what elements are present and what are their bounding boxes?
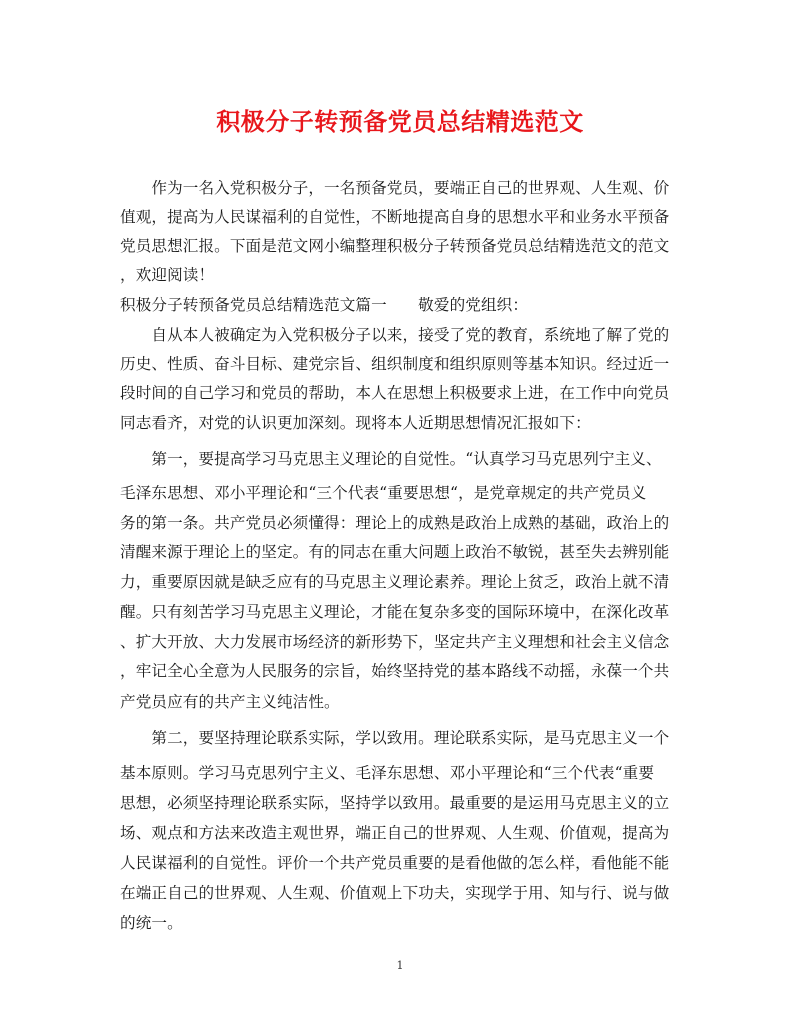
text-line: 值观，提高为人民谋福利的自觉性，不断地提高自身的思想水平和业务水平预备 xyxy=(120,208,670,226)
text-line: 、扩大开放、大力发展市场经济的新形势下，坚定共产主义理想和社会主义信念 xyxy=(120,633,670,651)
text-line: 历史、性质、奋斗目标、建党宗旨、组织制度和组织原则等基本知识。经过近一 xyxy=(120,355,670,373)
page-number: 1 xyxy=(396,959,404,972)
text-line: 务的第一条。共产党员必须懂得：理论上的成熟是政治上成熟的基础，政治上的 xyxy=(120,514,670,532)
text-line: 力，重要原因就是缺乏应有的马克思主义理论素养。理论上贫乏，政治上就不清 xyxy=(120,573,670,591)
text-line: 的统一。 xyxy=(120,914,183,932)
text-line: 第二，要坚持理论联系实际，学以致用。理论联系实际，是马克思主义一个 xyxy=(120,729,670,747)
text-line: 党员思想汇报。下面是范文网小编整理积极分子转预备党员总结精选范文的范文 xyxy=(120,237,670,255)
text-line: ，牢记全心全意为人民服务的宗旨，始终坚持党的基本路线不动摇，永葆一个共 xyxy=(120,662,670,680)
text-line: 作为一名入党积极分子，一名预备党员，要端正自己的世界观、人生观、价 xyxy=(120,179,670,197)
text-line: 毛泽东思想、邓小平理论和“三个代表“重要思想“，是党章规定的共产党员义 xyxy=(120,484,647,502)
text-line: 第一，要提高学习马克思主义理论的自觉性。“认真学习马克思列宁主义、 xyxy=(120,450,662,468)
text-line: 积极分子转预备党员总结精选范文篇一 敬爱的党组织： xyxy=(120,296,529,314)
text-line: 人民谋福利的自觉性。评价一个共产党员重要的是看他做的怎么样，看他能不能 xyxy=(120,854,670,872)
text-line: 产党员应有的共产主义纯洁性。 xyxy=(120,693,340,711)
text-line: ，欢迎阅读！ xyxy=(120,266,215,284)
text-line: 基本原则。学习马克思列宁主义、毛泽东思想、邓小平理论和“三个代表“重要 xyxy=(120,764,655,782)
text-line: 醒。只有刻苦学习马克思主义理论，才能在复杂多变的国际环境中，在深化改革 xyxy=(120,603,670,621)
text-line: 自从本人被确定为入党积极分子以来，接受了党的教育，系统地了解了党的 xyxy=(120,326,670,344)
text-line: 段时间的自己学习和党员的帮助，本人在思想上积极要求上进，在工作中向党员 xyxy=(120,384,670,402)
text-line: 清醒来源于理论上的坚定。有的同志在重大问题上政治不敏锐，甚至失去辨别能 xyxy=(120,543,670,561)
text-line: 在端正自己的世界观、人生观、价值观上下功夫，实现学于用、知与行、说与做 xyxy=(120,884,670,902)
text-line: 场、观点和方法来改造主观世界，端正自己的世界观、人生观、价值观，提高为 xyxy=(120,824,670,842)
text-line: 思想，必须坚持理论联系实际，坚持学以致用。最重要的是运用马克思主义的立 xyxy=(120,794,670,812)
document-title: 积极分子转预备党员总结精选范文 xyxy=(216,107,584,136)
text-line: 同志看齐，对党的认识更加深刻。现将本人近期思想情况汇报如下： xyxy=(120,414,591,432)
